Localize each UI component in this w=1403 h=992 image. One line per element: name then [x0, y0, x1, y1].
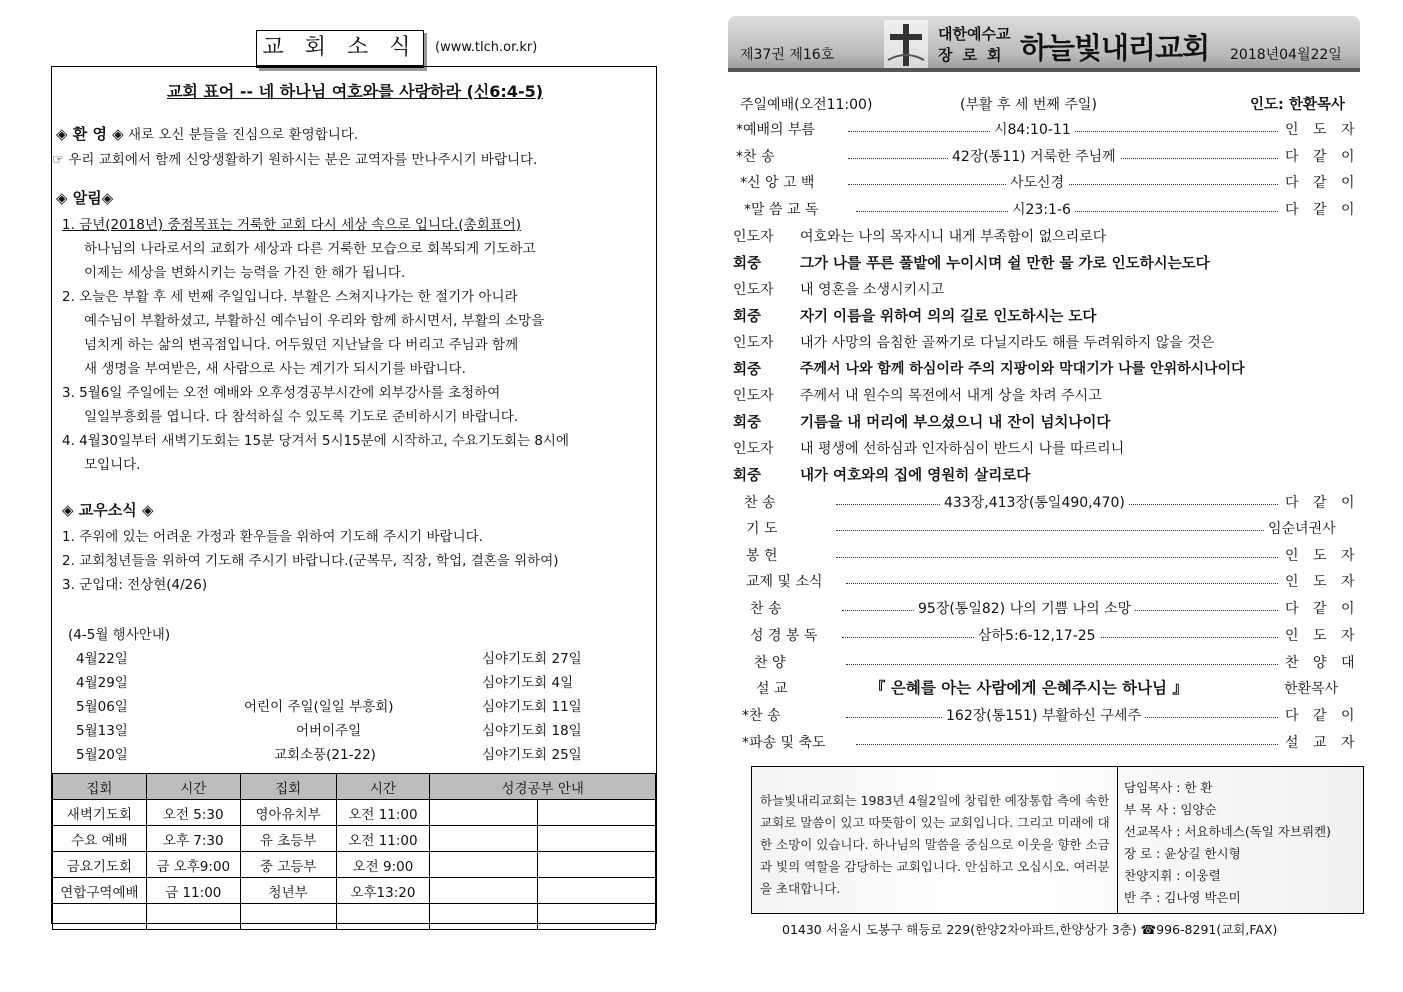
church-url[interactable]: (www.tlch.or.kr) [435, 40, 538, 55]
reading-role: 회중 [733, 256, 762, 272]
reading-text: 그가 나를 푸른 풀밭에 누이시며 쉴 만한 물 가로 인도하시는도다 [800, 256, 1210, 272]
staff-line: 선교목사 : 서요하네스(독일 자브뤼켄) [1124, 824, 1332, 839]
reading-role: 회중 [733, 468, 762, 484]
reading-text: 여호와는 나의 목자시니 내게 부족함이 없으리로다 [800, 229, 1107, 245]
order-content: 42장(통11) 거룩한 주님께 [948, 146, 1120, 166]
table-cell: 금 11:00 [146, 878, 240, 904]
reading-role: 인도자 [733, 441, 774, 457]
events-heading: (4-5월 행사안내) [68, 627, 171, 643]
church-news-panel [51, 66, 657, 924]
table-cell: 청년부 [240, 878, 336, 904]
table-cell [430, 800, 538, 826]
table-row [53, 878, 656, 904]
reading-text: 내가 여호와의 집에 영원히 살리로다 [800, 468, 1031, 484]
event-date: 4월29일 [76, 675, 128, 691]
table-row [53, 904, 656, 930]
table-header: 집회 [240, 774, 336, 800]
welcome-heading: ◈ 환 영 ◈ [56, 125, 124, 143]
table-header: 집회 [53, 774, 147, 800]
reading-text: 내 평생에 선하심과 인자하심이 반드시 나를 따르리니 [800, 441, 1125, 457]
church-cross-logo-icon [884, 20, 928, 68]
volume-number: 제37권 제16호 [740, 47, 835, 63]
event-date: 5월20일 [76, 747, 128, 763]
sermon-title: 『 은혜를 아는 사람에게 은혜주시는 하나님 』 [870, 679, 1188, 697]
member-news-line: 3. 군입대: 전상현(4/26) [62, 577, 208, 593]
notice-line: 이제는 세상을 변화시키는 능력을 가진 한 해가 됩니다. [84, 265, 406, 281]
table-cell [430, 852, 538, 878]
reading-role: 인도자 [733, 282, 774, 298]
order-by: 찬 양 대 [1285, 655, 1360, 671]
staff-line: 부 목 사 : 임양순 [1124, 802, 1217, 817]
order-item: 기 도 [746, 521, 778, 537]
order-item: *예배의 부름 [736, 122, 816, 138]
reading-role: 인도자 [733, 335, 774, 351]
order-by: 다 같 이 [1285, 601, 1360, 617]
leader-dots [856, 744, 1278, 745]
staff-line: 반 주 : 김나영 박은미 [1124, 890, 1241, 905]
table-cell [538, 852, 656, 878]
member-news-heading: ◈ 교우소식 ◈ [62, 501, 154, 519]
church-address: 01430 서울시 도봉구 해등로 229(한양2차아파트,한양상가 3층) ☎996-8291(교회,FAX) [782, 922, 1278, 937]
reading-role: 인도자 [733, 229, 774, 245]
order-content: 433장,413장(통일490,470) [940, 492, 1129, 512]
order-by: 다 같 이 [1285, 495, 1360, 511]
table-cell: 새벽기도회 [53, 800, 147, 826]
table-cell [430, 826, 538, 852]
order-item: 찬 양 [754, 655, 786, 671]
order-content: 시84:10-11 [990, 119, 1075, 139]
reading-role: 회중 [733, 309, 762, 325]
church-motto: 교회 표어 -- 네 하나님 여호와를 사랑하라 (신6:4-5) [166, 82, 544, 101]
reading-text: 자기 이름을 위하여 의의 길로 인도하시는 도다 [800, 309, 1097, 325]
meeting-schedule-table [52, 773, 656, 930]
table-row [53, 826, 656, 852]
banner-divider [728, 68, 1360, 72]
order-by: 한환목사 [1284, 681, 1339, 697]
order-content: 사도신경 [1006, 172, 1068, 192]
event-name: 어버이주일 [296, 723, 362, 739]
church-introduction: 하늘빛내리교회는 1983년 4월2일에 창립한 예장통합 측에 속한 교회로 말씀이 있고 따뜻함이 있는 교회입니다. 그리고 미래에 대한 소망이 있습니다. 하나님의 말씀을 중심으로 이웃을 향한 소금과 빛의 역할을 감당하는 교회입니다. 안심하고 오십시오. 여러분을 초대합니다. [760, 793, 1110, 896]
table-cell [430, 878, 538, 904]
table-cell: 연합구역예배 [53, 878, 147, 904]
table-cell: 중 고등부 [240, 852, 336, 878]
service-title: 주일예배(오전11:00) [740, 97, 873, 113]
event-name: 교회소풍(21-22) [274, 747, 376, 763]
table-cell [430, 904, 538, 930]
table-cell: 영아유치부 [240, 800, 336, 826]
church-name: 하늘빛내리교회 [1020, 31, 1210, 65]
table-cell [53, 904, 147, 930]
staff-line: 담임목사 : 한 환 [1124, 780, 1213, 795]
table-header: 시간 [146, 774, 240, 800]
notice-line: 모입니다. [84, 457, 141, 473]
event-night-prayer: 심야기도회 11일 [482, 699, 582, 715]
table-cell: 오후 7:30 [146, 826, 240, 852]
table-row [53, 852, 656, 878]
order-content: 162장(통151) 부활하신 구세주 [942, 705, 1145, 725]
order-item: 찬 송 [744, 495, 776, 511]
service-leader: 인도: 한환목사 [1250, 97, 1345, 113]
denomination-line1: 대한예수교 [938, 25, 1011, 43]
table-cell [146, 904, 240, 930]
order-by: 인 도 자 [1285, 628, 1360, 644]
notice-heading: ◈ 알림◈ [56, 189, 114, 207]
event-date: 4월22일 [76, 651, 128, 667]
welcome-section [56, 123, 358, 144]
service-subtitle: (부활 후 세 번째 주일) [960, 97, 1097, 113]
order-by: 다 같 이 [1285, 708, 1360, 724]
table-header: 성경공부 안내 [430, 774, 656, 800]
leader-dots [846, 583, 1278, 584]
reading-role: 인도자 [733, 388, 774, 404]
notice-line: 하나님의 나라로서의 교회가 세상과 다른 거룩한 모습으로 회복되게 기도하고 [84, 241, 536, 257]
reading-text: 내 영혼을 소생시키시고 [800, 282, 945, 298]
table-cell: 오전 11:00 [336, 826, 430, 852]
welcome-text-2: ☞ 우리 교회에서 함께 신앙생활하기 원하시는 분은 교역자를 만나주시기 바랍니다. [52, 152, 538, 168]
table-cell: 금요기도회 [53, 852, 147, 878]
table-cell: 오전 5:30 [146, 800, 240, 826]
left-header-title: 교 회 소 식 [256, 30, 424, 68]
order-item: *찬 송 [736, 149, 775, 165]
notice-line: 1. 금년(2018년) 중점목표는 거룩한 교회 다시 세상 속으로 입니다.(총회표어) [62, 217, 522, 233]
notice-line: 일일부흥회를 엽니다. 다 참석하실 수 있도록 기도로 준비하시기 바랍니다. [84, 409, 519, 425]
reading-text: 기름을 내 머리에 부으셨으니 내 잔이 넘치나이다 [800, 415, 1111, 431]
order-content: 시23:1-6 [1008, 199, 1075, 219]
order-by: 다 같 이 [1285, 149, 1360, 165]
table-cell [538, 826, 656, 852]
denomination-line2: 장로회 [938, 46, 1012, 64]
notice-line: 3. 5월6일 주일에는 오전 예배와 오후성경공부시간에 외부강사를 초청하여 [62, 385, 501, 401]
member-news-line: 2. 교회청년들을 위하여 기도해 주시기 바랍니다.(군복무, 직장, 학업, 결혼을 위하여) [62, 553, 559, 569]
table-cell: 오전 11:00 [336, 800, 430, 826]
table-header: 시간 [336, 774, 430, 800]
order-by: 임순녀권사 [1268, 521, 1336, 537]
reading-role: 회중 [733, 362, 762, 378]
event-night-prayer: 심야기도회 4일 [482, 675, 574, 691]
order-item: 교제 및 소식 [746, 574, 823, 590]
order-item: *신 앙 고 백 [740, 175, 815, 191]
table-cell [538, 800, 656, 826]
table-header-row [53, 774, 656, 800]
order-by: 설 교 자 [1285, 735, 1360, 751]
reading-text: 주께서 나와 함께 하심이라 주의 지팡이와 막대기가 나를 안위하시나이다 [800, 361, 1245, 377]
reading-text: 내가 사망의 음침한 골짜기로 다닐지라도 해를 두려워하지 않을 것은 [800, 335, 1215, 351]
table-row [53, 800, 656, 826]
order-by: 다 같 이 [1285, 175, 1360, 191]
order-content: 삼하5:6-12,17-25 [974, 625, 1100, 645]
notice-line: 넘치게 하는 삶의 변곡점입니다. 어두웠던 지난날을 다 버리고 주님과 함께 [84, 337, 519, 353]
bulletin-date: 2018년04월22일 [1230, 47, 1342, 63]
event-date: 5월06일 [76, 699, 128, 715]
event-night-prayer: 심야기도회 18일 [482, 723, 582, 739]
order-by: 다 같 이 [1285, 202, 1360, 218]
member-news-line: 1. 주위에 있는 어려운 가정과 환우들을 위하여 기도해 주시기 바랍니다. [62, 529, 483, 545]
order-item: *찬 송 [742, 708, 781, 724]
order-item: 찬 송 [750, 601, 782, 617]
order-item: *말 씀 교 독 [744, 202, 819, 218]
notice-line: 2. 오늘은 부활 후 세 번째 주일입니다. 부활은 스쳐지나가는 한 절기가 아니라 [62, 289, 518, 305]
order-item: 봉 헌 [746, 548, 778, 564]
order-by: 인 도 자 [1285, 574, 1360, 590]
table-cell [240, 904, 336, 930]
table-cell: 금 오후9:00 [146, 852, 240, 878]
reading-role: 회중 [733, 415, 762, 431]
notice-line: 새 생명을 부여받은, 새 사람으로 사는 계기가 되시기를 바랍니다. [84, 361, 466, 377]
table-cell: 오후13:20 [336, 878, 430, 904]
order-by: 인 도 자 [1285, 122, 1360, 138]
order-by: 인 도 자 [1285, 548, 1360, 564]
notice-line: 예수님이 부활하셨고, 부활하신 예수님이 우리와 함께 하시면서, 부활의 소망을 [84, 313, 545, 329]
leader-dots [846, 664, 1278, 665]
event-night-prayer: 심야기도회 27일 [482, 651, 582, 667]
order-item: *파송 및 축도 [742, 735, 826, 751]
table-cell: 유 초등부 [240, 826, 336, 852]
table-cell: 수요 예배 [53, 826, 147, 852]
order-item: 설 교 [756, 681, 788, 697]
leader-dots [836, 530, 1264, 531]
welcome-text: 새로 오신 분들을 진심으로 환영합니다. [128, 127, 359, 143]
table-cell [538, 878, 656, 904]
table-cell: 오전 9:00 [336, 852, 430, 878]
event-date: 5월13일 [76, 723, 128, 739]
order-content: 95장(통일82) 나의 기쁨 나의 소망 [914, 598, 1135, 618]
notice-line: 4. 4월30일부터 새벽기도회는 15분 당겨서 5시15분에 시작하고, 수요기도회는 8시에 [62, 433, 569, 449]
leader-dots [836, 557, 1278, 558]
order-item: 성 경 봉 독 [750, 628, 818, 644]
info-box-divider [1117, 766, 1118, 914]
table-cell [336, 904, 430, 930]
event-night-prayer: 심야기도회 25일 [482, 747, 582, 763]
event-name: 어린이 주일(일일 부흥회) [244, 699, 394, 715]
reading-text: 주께서 내 원수의 목전에서 내게 상을 차려 주시고 [800, 388, 1102, 404]
staff-line: 장 로 : 윤상길 한시형 [1124, 846, 1241, 861]
staff-line: 찬양지휘 : 이웅렬 [1124, 868, 1221, 883]
table-cell [538, 904, 656, 930]
